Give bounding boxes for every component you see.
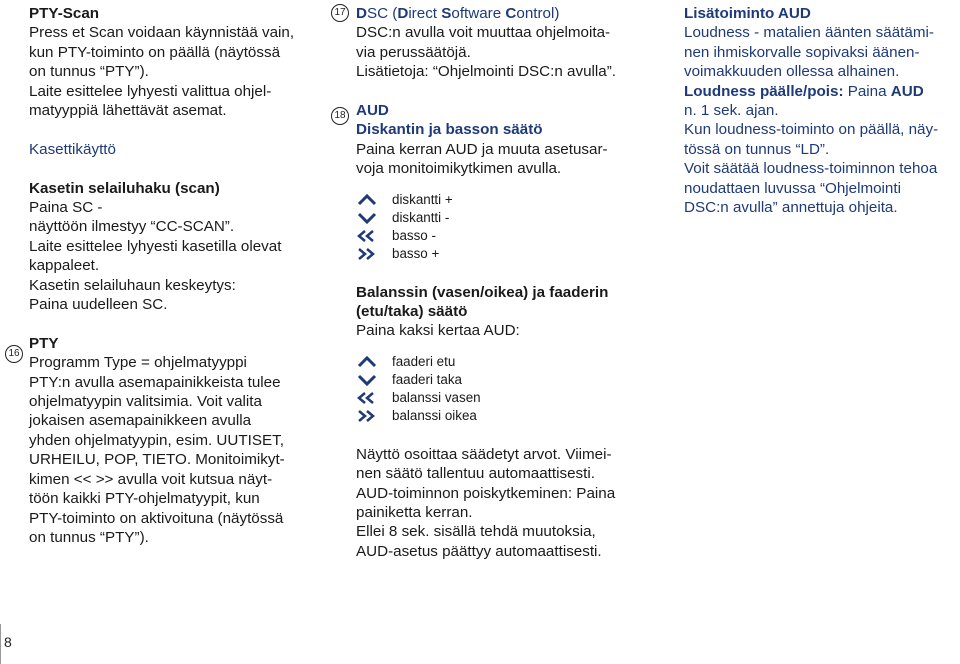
balance-item — [356, 407, 646, 425]
aud-after-line: AUD-toiminnon poiskytkeminen: Paina — [356, 484, 616, 502]
double-chevron-left-icon — [356, 391, 378, 405]
scan-line: näyttöön ilmestyy “CC-SCAN”. — [29, 218, 235, 236]
pty-line: PTY-toiminto on aktivoituna (näytössä — [29, 509, 284, 527]
pty-line: on tunnus “PTY”). — [29, 528, 149, 546]
item-number-17: 17 — [331, 4, 349, 22]
column-left — [29, 4, 319, 547]
tone-label: diskantti - — [392, 209, 450, 225]
loudness-line: n. 1 sek. ajan. — [684, 102, 779, 120]
aud-after-line: Ellei 8 sek. sisällä tehdä muutoksia, — [356, 523, 596, 541]
scan-line: Laite esittelee lyhyesti kasetilla olevat — [29, 237, 282, 255]
pty-line: kimen << >> avulla voit kutsua näyt- — [29, 470, 273, 488]
scan-line: Paina uudelleen SC. — [29, 296, 168, 314]
balance-item — [356, 389, 646, 407]
tone-label: basso + — [392, 245, 440, 261]
pty-line: yhden ohjelmatyypin, esim. UUTISET, — [29, 431, 284, 449]
tone-label: diskantti + — [392, 191, 453, 207]
extra-aud-title: Lisätoiminto AUD — [684, 5, 811, 22]
tone-label: basso - — [392, 227, 436, 243]
tone-item — [356, 209, 646, 227]
pty-title: PTY — [29, 334, 59, 352]
loudness-intro-line: nen ihmiskorvalle sopivaksi äänen- — [684, 43, 920, 61]
pty-line: jokaisen asemapainikkeen avulla — [29, 412, 252, 430]
aud-after-line: AUD-asetus päättyy automaattisesti. — [356, 542, 602, 560]
dsc-line: DSC:n avulla voit muuttaa ohjelmoita- — [356, 24, 611, 42]
balance-label: faaderi taka — [392, 372, 462, 388]
aud-after-line: nen säätö tallentuu automaattisesti. — [356, 465, 595, 483]
double-chevron-right-icon — [356, 247, 378, 261]
chevron-down-icon — [356, 373, 378, 387]
loudness-title: Loudness päälle/pois: Paina AUD — [684, 82, 924, 100]
pty-scan-line: on tunnus “PTY”). — [29, 63, 149, 81]
double-chevron-left-icon — [356, 229, 378, 243]
pty-scan-line: matyyppiä lähettävät asemat. — [29, 102, 227, 120]
aud-line: voja monitoimikytkimen avulla. — [356, 160, 562, 178]
aud-subtitle: Diskantin ja basson säätö — [356, 121, 543, 139]
tone-item — [356, 245, 646, 263]
balance-item — [356, 353, 646, 371]
scan-title: Kasetin selailuhaku (scan) — [29, 179, 220, 197]
balance-title: Balanssin (vasen/oikea) ja faaderin — [356, 283, 609, 301]
pty-scan-line: Press et Scan voidaan käynnistää vain, — [29, 24, 295, 42]
balance-item — [356, 371, 646, 389]
scan-line: Kasetin selailuhaun keskeytys: — [29, 276, 236, 294]
balance-label: balanssi oikea — [392, 408, 477, 424]
loudness-line: tössä on tunnus “LD”. — [684, 140, 830, 158]
loudness-line: Kun loudness-toiminto on päällä, näy- — [684, 121, 939, 139]
tone-item — [356, 227, 646, 245]
tone-item — [356, 191, 646, 209]
column-middle — [356, 4, 646, 561]
loudness-intro-line: Loudness - matalien äänten säätämi- — [684, 24, 934, 42]
page-number: 8 — [4, 634, 12, 650]
dsc-title: DSC (Direct Software Control) — [356, 5, 560, 22]
balance-label: faaderi etu — [392, 354, 456, 370]
pty-line: töön kaikki PTY-ohjelmatyypit, kun — [29, 490, 260, 508]
double-chevron-right-icon — [356, 409, 378, 423]
aud-after-line: Näyttö osoittaa säädetyt arvot. Viimei- — [356, 445, 612, 463]
item-number-16: 16 — [5, 345, 23, 363]
loudness-line: Voit säätää loudness-toiminnon tehoa — [684, 160, 938, 178]
loudness-line: DSC:n avulla” annettuja ohjeita. — [684, 199, 898, 217]
dsc-line: Lisätietoja: “Ohjelmointi DSC:n avulla”. — [356, 63, 616, 81]
column-right — [684, 4, 956, 217]
pty-line: URHEILU, POP, TIETO. Monitoimikyt- — [29, 451, 285, 469]
margin-rule — [0, 624, 1, 664]
aud-title: AUD — [356, 102, 389, 120]
chevron-up-icon — [356, 355, 378, 369]
pty-scan-title: PTY-Scan — [29, 5, 100, 22]
aud-line: Paina kerran AUD ja muuta asetusar- — [356, 140, 608, 158]
cassette-heading: Kasettikäyttö — [29, 140, 116, 158]
scan-line: Paina SC - — [29, 199, 103, 217]
balance-title: (etu/taka) säätö — [356, 303, 468, 321]
pty-scan-line: Laite esittelee lyhyesti valittua ohjel- — [29, 82, 272, 100]
pty-scan-line: kun PTY-toiminto on päällä (näytössä — [29, 43, 281, 61]
dsc-line: via perussäätöjä. — [356, 43, 471, 61]
loudness-intro-line: voimakkuuden ollessa alhainen. — [684, 63, 900, 81]
balance-label: balanssi vasen — [392, 390, 481, 406]
scan-line: kappaleet. — [29, 257, 100, 275]
balance-press: Paina kaksi kertaa AUD: — [356, 322, 520, 340]
pty-line: ohjelmatyypin valitsimia. Voit valita — [29, 393, 262, 411]
pty-line: Programm Type = ohjelmatyyppi — [29, 354, 247, 372]
chevron-up-icon — [356, 193, 378, 207]
loudness-line: noudattaen luvussa “Ohjelmointi — [684, 179, 901, 197]
item-number-18: 18 — [331, 107, 349, 125]
chevron-down-icon — [356, 211, 378, 225]
pty-line: PTY:n avulla asemapainikkeista tulee — [29, 373, 281, 391]
aud-after-line: painiketta kerran. — [356, 504, 473, 522]
